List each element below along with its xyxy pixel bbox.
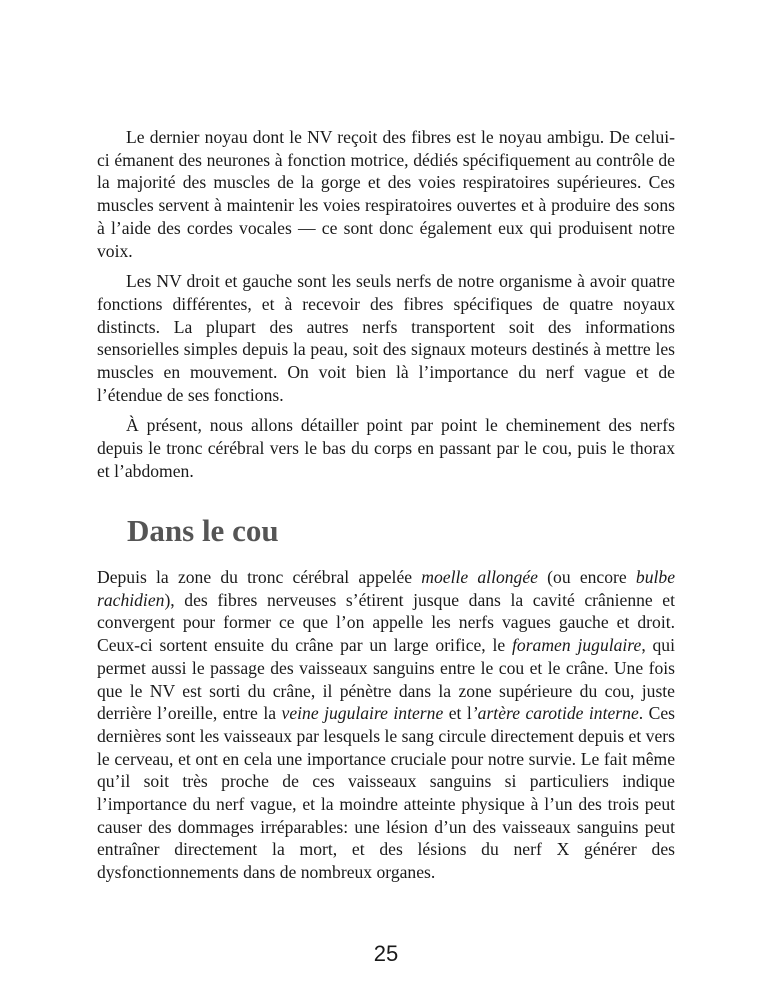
page-number: 25 [373,941,399,966]
paragraph-nv-fonctions: Les NV droit et gauche sont les seuls nerfs de notre organisme à avoir quatre fonctions différentes, et à recevoir des fibres spécifiques de quatre noyaux distincts. La plupart des autres nerfs transportent soit des informations sensorielles simples depuis la peau, soit des signaux moteurs destinés à mettre les muscles en mouvement. On voit bien là l’importance du nerf vague et de l’étendue de ses fonctions. [97,271,675,405]
text-run: , qui permet aussi le passage des vaisseaux sanguins entre le cou et le crâne. Une fois que le NV est sorti du crâne, il pénètre dans la zone supérieure du cou, juste derrière l’oreille, entre la [97,635,675,724]
italic-term: bulbe rachidien [97,567,676,610]
italic-term: ’artère carotide interne [471,703,639,724]
italic-term: moelle allongée [421,567,538,587]
paragraph-dans-le-cou [97,566,675,884]
text-run: Depuis la zone du tronc cérébral appelée [97,567,422,587]
paragraph-cheminement: À présent, nous allons détailler point par point le cheminement des nerfs depuis le tronc cérébral vers le bas du corps en passant par le cou, puis le thorax et l’abdomen. [97,415,675,481]
intro-text-block [97,126,675,483]
paragraph-noyau-ambigu: Le dernier noyau dont le NV reçoit des fibres est le noyau ambigu. De celui-ci émanent des neurones à fonction motrice, dédiés spécifiquement au contrôle de la majorité des muscles de la gorge et des voies respiratoires supérieures. Ces muscles servent à maintenir les voies respiratoires ouvertes et à produire des sons à l’aide des cordes vocales — ce sont donc également eux qui produisent notre voix. [97,127,675,261]
section-heading: Dans le cou [127,513,279,548]
text-run: et l [443,703,472,724]
text-run: . Ces dernières sont les vaisseaux par lesquels le sang circule directement depuis et vers le cerveau, et ont en cela une importance cruciale pour notre survie. Le fait même qu’il soit très proche de ces vaisseaux sanguins si particuliers indique l’importance du nerf vague, et la moindre atteinte physique à l’un des trois peut causer des dommages irréparables: une lésion d’un des vaisseaux sanguins peut entraîner directement la mort, et des lésions du nerf X générer des dysfonctionnements dans de nombreux organes. [97,703,676,883]
section-text-block [97,566,675,884]
text-run: ), des fibres nerveuses s’étirent jusque dans la cavité crânienne et convergent pour former ce que l’on appelle les nerfs vagues gauche et droit. Ceux-ci sortent ensuite du crâne par un large orifice, le [97,589,675,656]
italic-term: veine jugulaire interne [281,703,444,724]
italic-term: foramen jugulaire [512,635,642,656]
text-run: (ou encore [537,567,636,587]
